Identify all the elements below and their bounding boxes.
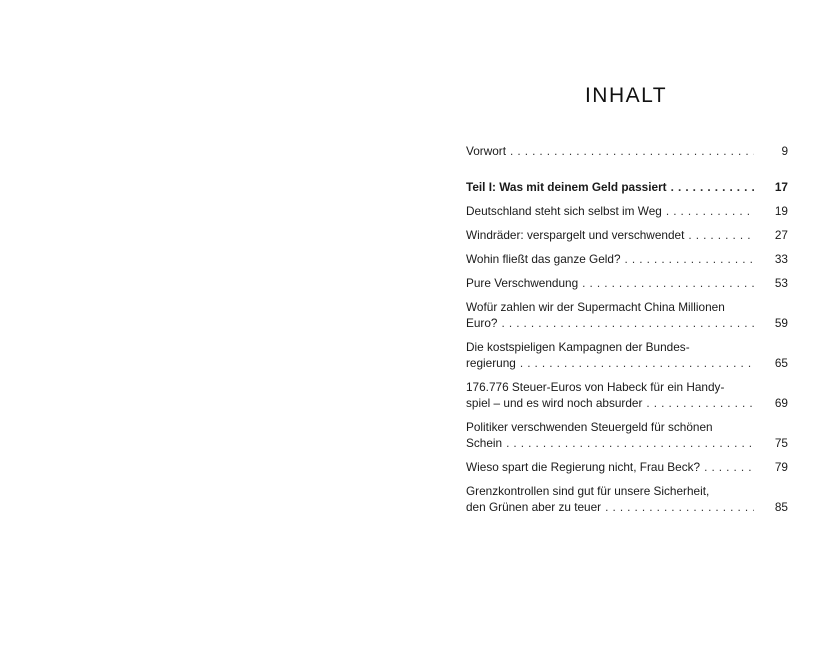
toc-page-number: 53 — [774, 276, 788, 290]
toc-entry-title-line: regierung — [466, 356, 516, 370]
toc-page-number: 59 — [774, 316, 788, 330]
toc-entry-title-line: Euro? — [466, 316, 498, 330]
toc-entry — [466, 339, 788, 371]
toc-entry-title: Wieso spart die Regierung nicht, Frau Beck? — [466, 460, 701, 474]
toc-entry-title: Windräder: verspargelt und verschwendet — [466, 228, 685, 242]
toc-entry-title: Pure Verschwendung — [466, 276, 579, 290]
toc-page-number: 69 — [774, 396, 788, 410]
toc-entry-title-line: Wofür zahlen wir der Supermacht China Millionen — [466, 300, 725, 314]
toc-entry-title-line: Politiker verschwenden Steuergeld für schönen — [466, 420, 713, 434]
toc-page-number: 85 — [774, 500, 788, 514]
dot-leader — [506, 435, 754, 451]
toc-entry — [466, 251, 788, 267]
toc-page-number: 75 — [774, 436, 788, 450]
toc-entry-title-line: Grenzkontrollen sind gut für unsere Sicherheit, — [466, 484, 710, 498]
dot-leader — [582, 275, 754, 291]
dot-leader — [688, 227, 754, 243]
toc-entry-title: Teil I: Was mit deinem Geld passiert — [466, 180, 667, 194]
toc-entry-title: Wohin fließt das ganze Geld? — [466, 252, 621, 266]
toc-entry-title: Vorwort — [466, 144, 506, 158]
toc-entry-title-line: 176.776 Steuer-Euros von Habeck für ein Handy- — [466, 380, 725, 394]
dot-leader — [704, 459, 754, 475]
dot-leader — [510, 143, 754, 159]
table-of-contents — [466, 143, 788, 523]
toc-entry — [466, 459, 788, 475]
toc-page-number: 9 — [781, 144, 788, 158]
toc-entry — [466, 299, 788, 331]
toc-page-number: 19 — [774, 204, 788, 218]
toc-entry-part-one — [466, 179, 788, 195]
toc-page-number: 27 — [774, 228, 788, 242]
toc-entry-title: Deutschland steht sich selbst im Weg — [466, 204, 662, 218]
toc-entry — [466, 419, 788, 451]
toc-entry — [466, 275, 788, 291]
toc-entry — [466, 227, 788, 243]
dot-leader — [646, 395, 754, 411]
dot-leader — [520, 355, 754, 371]
toc-heading: INHALT — [584, 84, 668, 107]
toc-entry-title-line: Die kostspieligen Kampagnen der Bundes- — [466, 340, 690, 354]
toc-entry-title-line: den Grünen aber zu teuer — [466, 500, 602, 514]
dot-leader — [671, 179, 754, 195]
toc-entry-title-line: Schein — [466, 436, 503, 450]
toc-page-number: 33 — [774, 252, 788, 266]
toc-entry — [466, 483, 788, 515]
toc-entry — [466, 379, 788, 411]
dot-leader — [501, 315, 754, 331]
dot-leader — [666, 203, 754, 219]
toc-page-number: 17 — [774, 180, 788, 194]
toc-entry-title-line: spiel – und es wird noch absurder — [466, 396, 643, 410]
dot-leader — [625, 251, 754, 267]
dot-leader — [605, 499, 754, 515]
toc-entry — [466, 203, 788, 219]
toc-entry-vorwort — [466, 143, 788, 159]
toc-page-number: 65 — [774, 356, 788, 370]
toc-page-number: 79 — [774, 460, 788, 474]
